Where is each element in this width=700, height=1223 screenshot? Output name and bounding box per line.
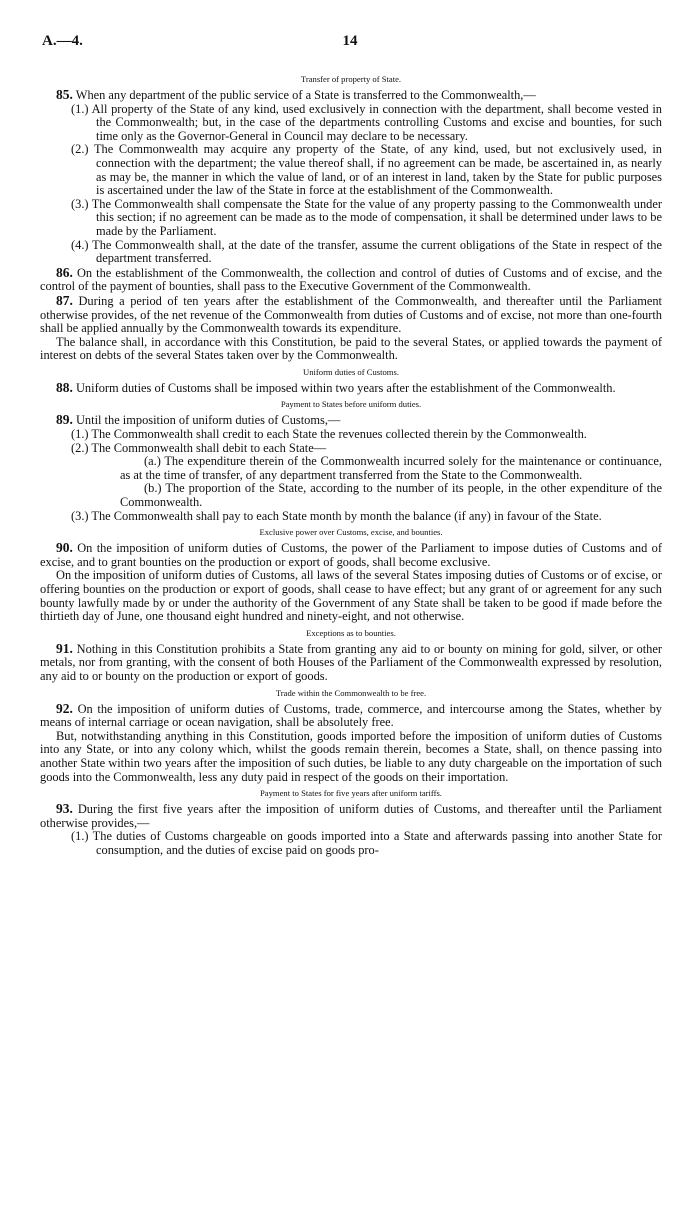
section-paragraph	[40, 642, 662, 684]
sub-clause: (2.) The Commonwealth may acquire any property of the State, of any kind, used, but not exclusively used, in connection with the department; the value thereof shall, if no agreement can be made, be ascertained in, as nearly as may be, the manner in which the value of land, or of an interest in land, taken by the State for public purposes is ascertained under the law of the State in force at the establishment of the Commonwealth.	[71, 142, 662, 198]
section-number: 89.	[56, 412, 73, 428]
section-text: During a period of ten years after the establishment of the Commonwealth, and thereafter until the Parliament otherwise provides, of the net revenue of the Commonwealth from duties of Customs and of excise, not more than one-fourth shall be applied annually by the Commonwealth towards its expenditure.	[40, 293, 662, 336]
marginal-heading: Exceptions as to bounties.	[306, 627, 396, 638]
section-paragraph	[40, 294, 662, 336]
section-paragraph	[40, 413, 662, 428]
sub-sub-clause: (b.) The proportion of the State, according to the number of its people, in the other expenditure of the Commonwealth.	[120, 481, 662, 510]
section-text: Until the imposition of uniform duties of Customs,—	[75, 413, 341, 428]
section-text: When any department of the public service of a State is transferred to the Commonwealth,—	[75, 88, 536, 102]
marginal-heading: Transfer of property of State.	[300, 74, 402, 84]
page-number: 14	[342, 33, 358, 49]
sub-clause: (1.) The Commonwealth shall credit to each State the revenues collected therein by the Commonwealth.	[71, 427, 587, 442]
sub-sub-clause: (a.) The expenditure therein of the Commonwealth incurred solely for the maintenance or continuance, as at the time of transfer, of any department transferred from the State to the Commonwealth.	[120, 454, 662, 482]
section-paragraph	[40, 802, 662, 830]
section-number: 93.	[56, 801, 73, 817]
marginal-heading: Uniform duties of Customs.	[303, 366, 399, 377]
section-number: 91.	[56, 640, 73, 656]
section-text: Uniform duties of Customs shall be imposed within two years after the establishment of the Commonwealth.	[75, 380, 616, 395]
marginal-heading: Trade within the Commonwealth to be free.	[275, 687, 427, 698]
section-paragraph	[40, 702, 662, 730]
section-paragraph	[40, 266, 662, 294]
document-reference: A.—4.	[42, 33, 83, 49]
paragraph: On the imposition of uniform duties of Customs, all laws of the several States imposing duties of Customs or of excise, or offering bounties on the production or export of goods, shall cease to have effect; but any grant of or agreement for any such bounty lawfully made by or under the authority of the Government of any State shall be taken to be good if made before the thirtieth day of June, one thousand eight hundred and ninety-eight, and not otherwise.	[40, 568, 662, 624]
sub-clause: (4.) The Commonwealth shall, at the date of the transfer, assume the current obligations of the State in respect of the department transferred.	[71, 237, 662, 266]
section-text: On the imposition of uniform duties of Customs, trade, commerce, and intercourse among the States, whether by means of internal carriage or ocean navigation, shall be absolutely free.	[40, 701, 662, 730]
page-header	[42, 33, 658, 53]
section-number: 87.	[56, 292, 73, 308]
section-text: On the establishment of the Commonwealth, the collection and control of duties of Customs and of excise, and the control of the payment of bounties, shall pass to the Executive Government of the Commonwealth.	[40, 265, 662, 294]
sub-clause: (3.) The Commonwealth shall pay to each State month by month the balance (if any) in favour of the State.	[71, 508, 602, 523]
section-number: 92.	[56, 700, 73, 716]
section-number: 88.	[56, 379, 73, 395]
section-text: Nothing in this Constitution prohibits a State from granting any aid to or bounty on mining for gold, silver, or other metals, nor from granting, with the consent of both Houses of the Parliament of the Commonwealth expressed by resolution, any aid to or bounty on the production or export of goods.	[40, 641, 662, 683]
document-body	[40, 70, 662, 858]
marginal-heading: Payment to States before uniform duties.	[280, 399, 422, 410]
sub-clause: (3.) The Commonwealth shall compensate the State for the value of any property passing to the Commonwealth under this section; if no agreement can be made as to the mode of compensation, it shall be determined under laws to be made by the Parliament.	[71, 196, 662, 238]
sub-clause: (1.) All property of the State of any kind, used exclusively in connection with the department, shall become vested in the Commonwealth; but, in the case of the departments controlling Customs and excise and bounties, for such time only as the Governor-General in Council may declare to be necessary.	[71, 101, 662, 143]
section-number: 85.	[56, 87, 73, 102]
paragraph: But, notwithstanding anything in this Constitution, goods imported before the imposition of uniform duties of Customs into any State, or into any colony which, whilst the goods remain therein, becomes a State, shall, on thence passing into another State within two years after the imposition of such duties, be liable to any duty chargeable on the importation of such goods into the Commonwealth, less any duty paid in respect of the goods on their importation.	[40, 728, 662, 784]
section-number: 86.	[56, 264, 73, 280]
section-text: During the first five years after the imposition of uniform duties of Customs, and thereafter until the Parliament otherwise provides,—	[40, 802, 662, 830]
section-paragraph	[40, 381, 662, 396]
paragraph: The balance shall, in accordance with this Constitution, be paid to the several States, or applied towards the payment of interest on debts of the several States taken over by the Commonwealth.	[40, 334, 662, 363]
section-number: 90.	[56, 540, 73, 556]
section-paragraph	[40, 541, 662, 569]
marginal-heading: Exclusive power over Customs, excise, and bounties.	[259, 527, 443, 538]
marginal-heading: Payment to States for five years after uniform tariffs.	[260, 788, 442, 799]
sub-clause: (1.) The duties of Customs chargeable on goods imported into a State and afterwards passing into another State for consumption, and the duties of excise paid on goods pro-	[71, 829, 662, 857]
sub-clause: (2.) The Commonwealth shall debit to each State—	[71, 440, 327, 455]
section-paragraph	[40, 88, 662, 103]
section-text: On the imposition of uniform duties of Customs, the power of the Parliament to impose duties of Customs and of excise, and to grant bounties on the production or export of goods, shall become exclusive.	[40, 541, 662, 569]
